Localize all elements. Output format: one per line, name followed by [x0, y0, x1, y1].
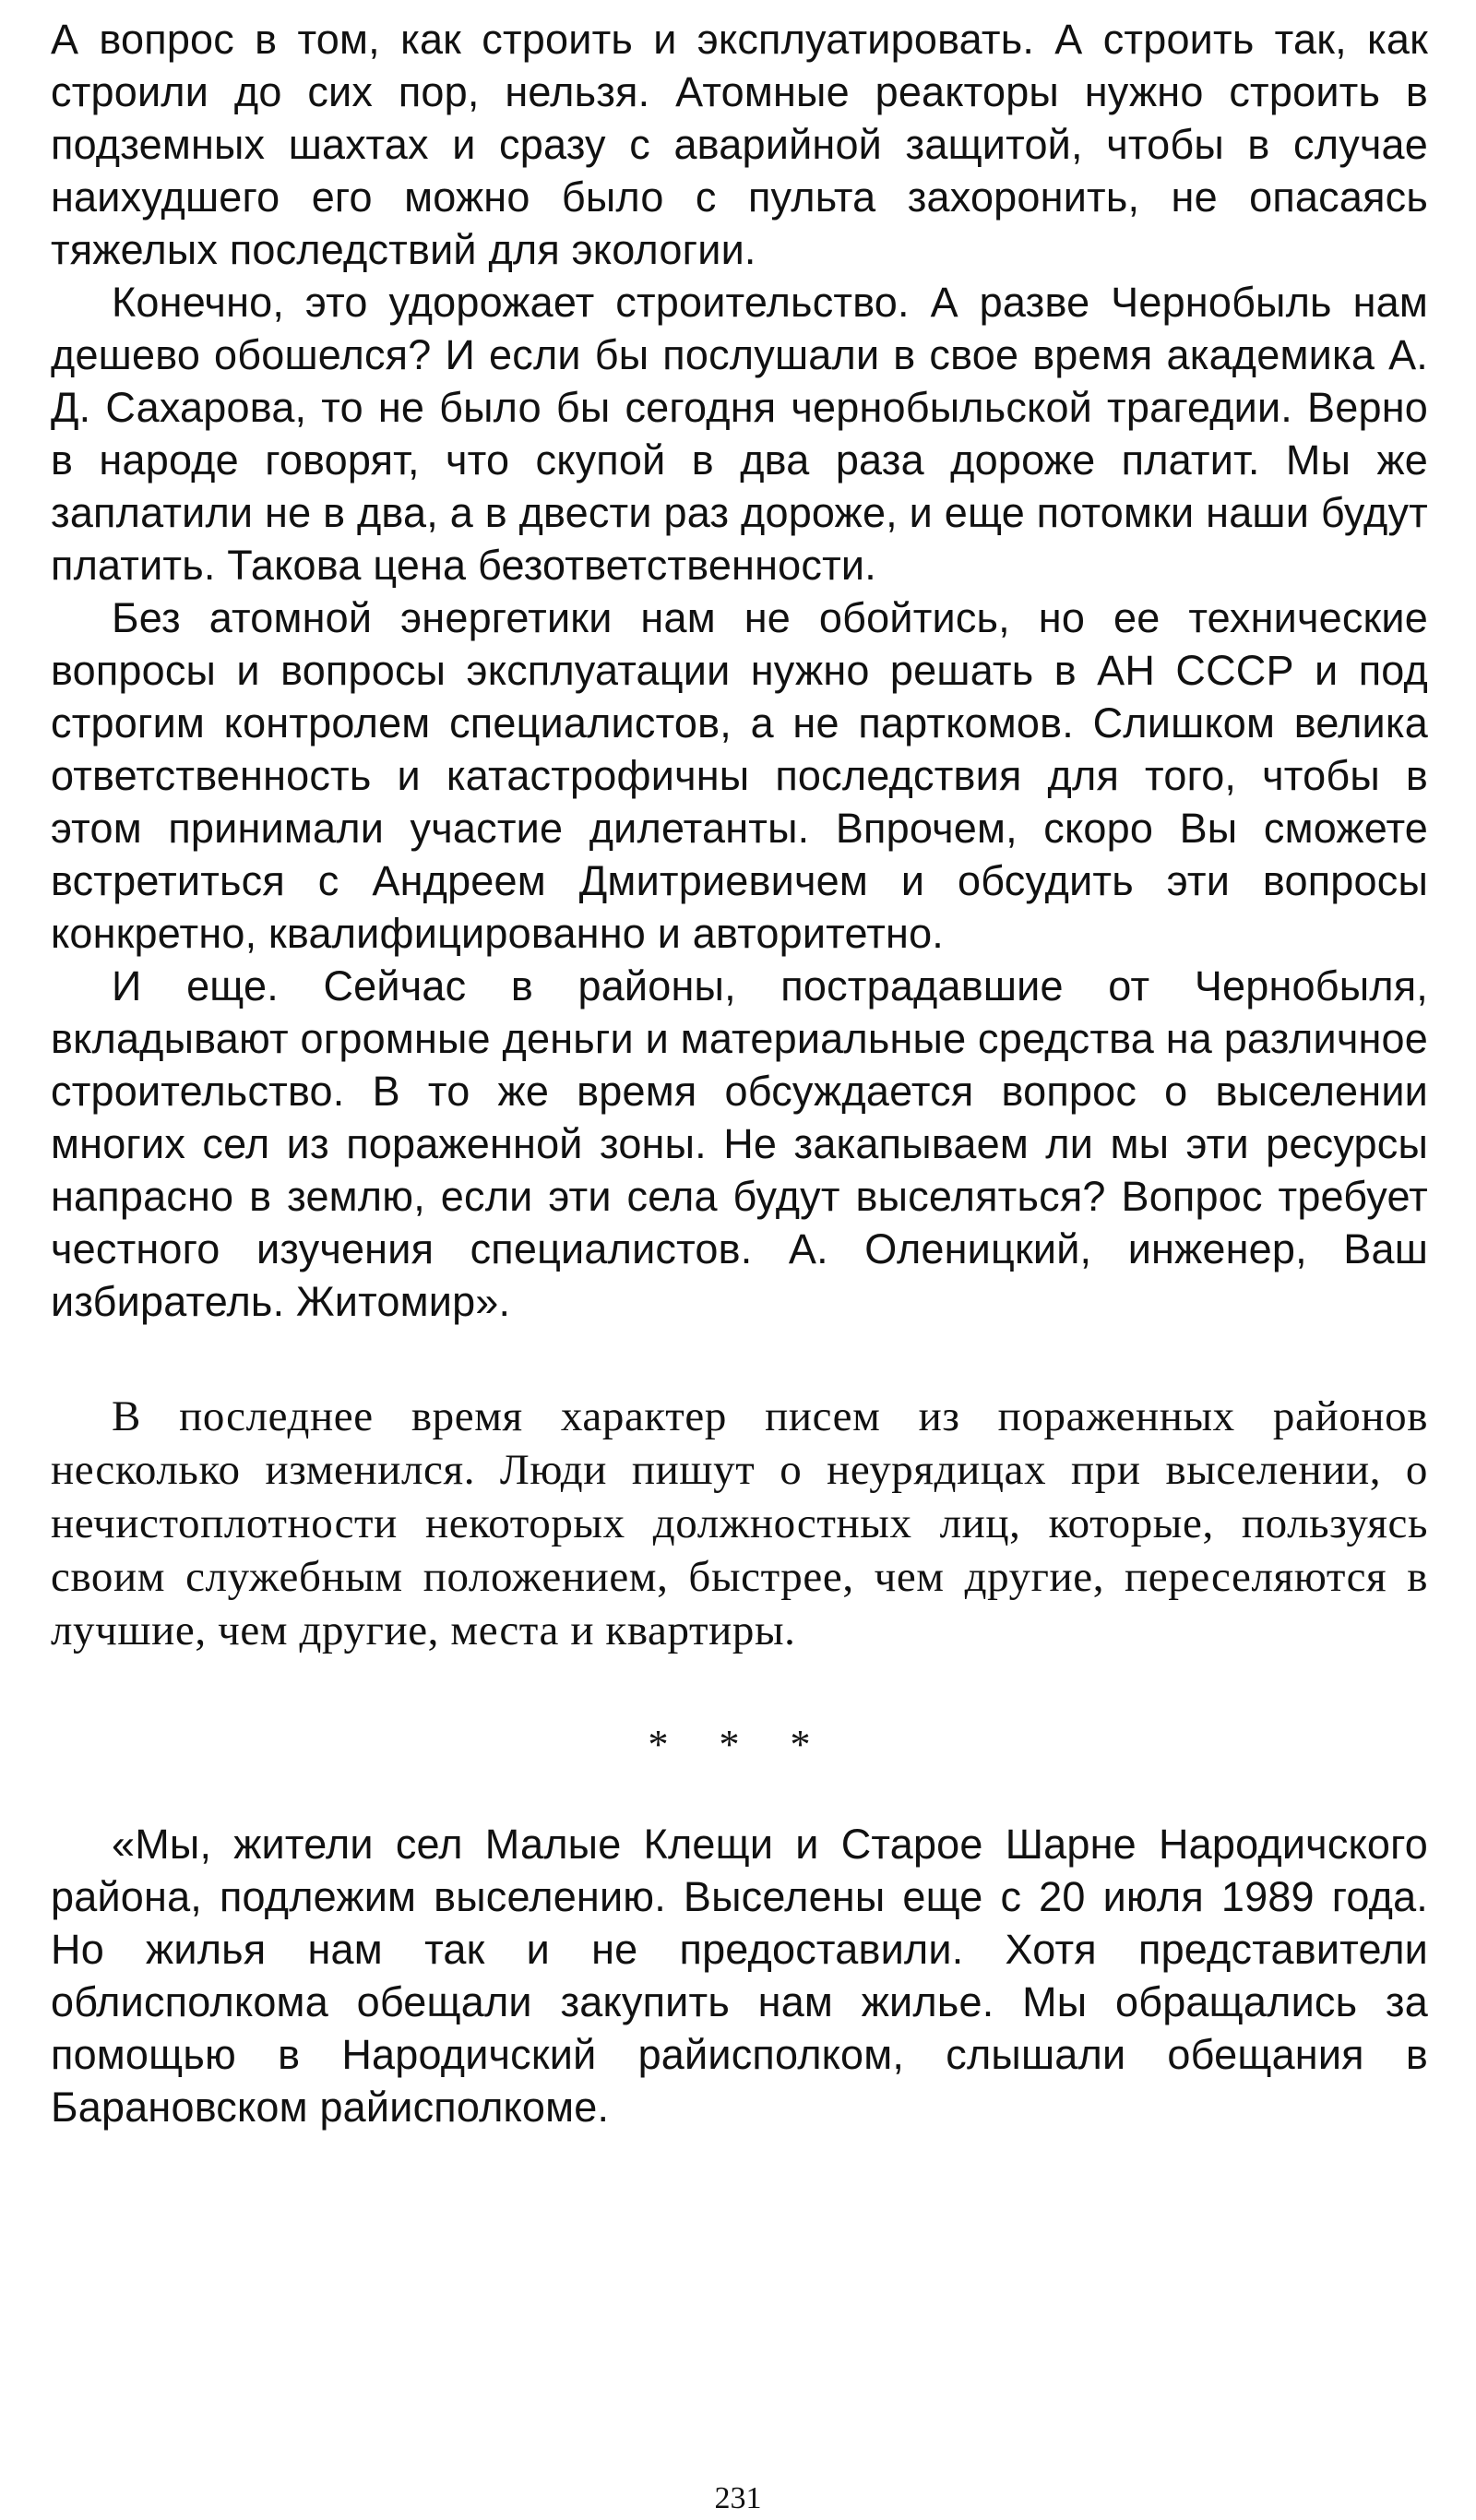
letter-text-bottom	[51, 1818, 1428, 2133]
paragraph-2: Конечно, это удорожает строительство. А разве Чернобыль нам дешево обошелся? И если бы послушали в свое время академика А. Д. Сахарова, то не было бы сегодня чернобыльской трагедии. Верно в народе говорят, что скупой в два раза дороже платит. Мы же заплатили не в два, а в двести раз дороже, и еще потомки наши будут платить. Такова цена безответственности.	[51, 279, 1428, 589]
section-separator: * * *	[648, 1722, 831, 1767]
page-number: 231	[714, 2481, 762, 2515]
author-commentary	[51, 1390, 1428, 1657]
paragraph-1: А вопрос в том, как строить и эксплуатировать. А строить так, как строили до сих пор, нельзя. Атомные реакторы нужно строить в подземных шахтах и сразу с аварийной защитой, чтобы в случае наихудшего его можно было с пульта захоронить, не опасаясь тяжелых последствий для экологии.	[51, 16, 1428, 273]
paragraph-5: «Мы, жители сел Малые Клещи и Старое Шарне Народичского района, подлежим выселению. Выселены еще с 20 июля 1989 года. Но жилья нам так и не предоставили. Хотя представители облисполкома обещали закупить нам жилье. Мы обращались за помощью в Народичский райисполком, слышали обещания в Барановском райисполкоме.	[51, 1821, 1428, 2131]
paragraph-3: Без атомной энергетики нам не обойтись, но ее технические вопросы и вопросы эксплуатации нужно решать в АН СССР и под строгим контролем специалистов, а не парткомов. Слишком велика ответственность и катастрофичны последствия для того, чтобы в этом принимали участие дилетанты. Впрочем, скоро Вы сможете встретиться с Андреем Дмитриевичем и обсудить эти вопросы конкретно, квалифицированно и авторитетно.	[51, 594, 1428, 957]
paragraph-4: И еще. Сейчас в районы, пострадавшие от Чернобыля, вкладывают огромные деньги и материальные средства на различное строительство. В то же время обсуждается вопрос о выселении многих сел из пораженной зоны. Не закапываем ли мы эти ресурсы напрасно в землю, если эти села будут выселяться? Вопрос требует честного изучения специалистов. А. Оленицкий, инженер, Ваш избиратель. Житомир».	[51, 962, 1428, 1325]
book-page	[51, 13, 1428, 2133]
letter-text-top	[51, 13, 1428, 1328]
author-paragraph: В последнее время характер писем из пораженных районов несколько изменился. Люди пишут о неурядицах при выселении, о нечистоплотности некоторых должностных лиц, которые, пользуясь своим служебным положением, быстрее, чем другие, переселяются в лучшие, чем другие, места и квартиры.	[51, 1392, 1428, 1654]
